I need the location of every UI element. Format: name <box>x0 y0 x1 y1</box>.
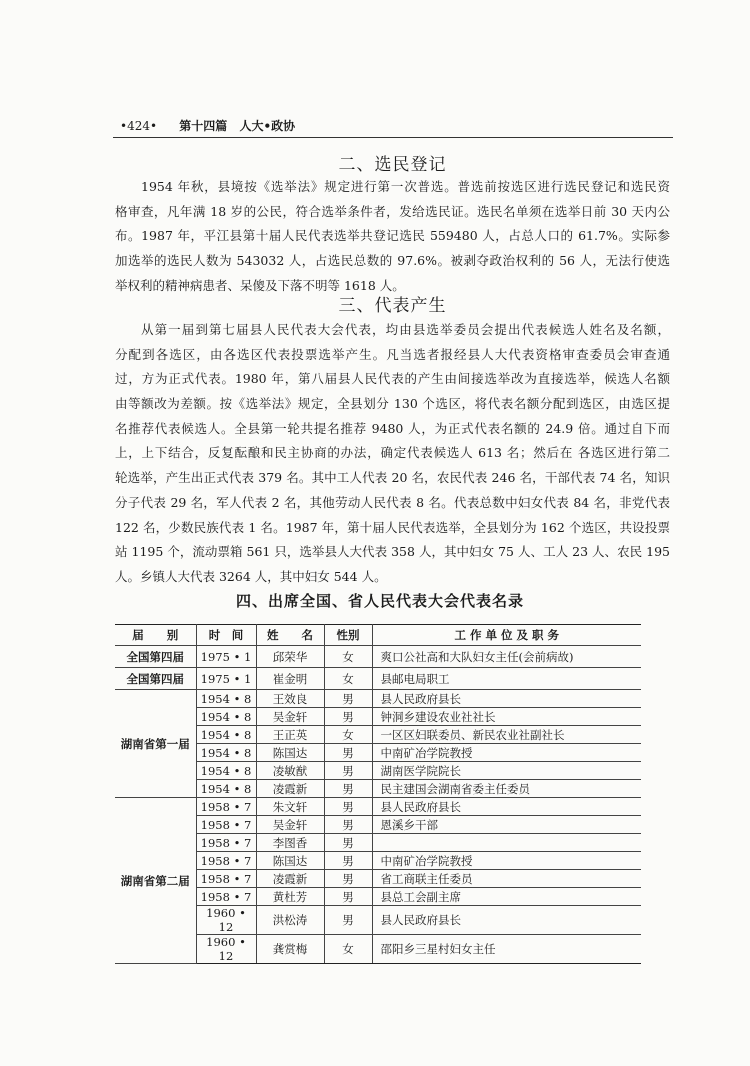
cell-position: 恩溪乡干部 <box>372 816 641 834</box>
cell-name: 王正英 <box>256 726 324 744</box>
table-row <box>115 798 641 816</box>
cell-position: 一区区妇联委员、新民农业社副社长 <box>372 726 641 744</box>
column-header-name: 姓 名 <box>256 625 324 646</box>
text-line: 分子代表 29 名，军人代表 2 名，其他劳动人民代表 8 名。代表总数中妇女代表 84 名，非党代表 <box>115 494 670 510</box>
text-line: 加选举的选民人数为 543032 人，占选民总数的 97.6%。被剥夺政治权利的 56 人，无法行使选 <box>115 253 670 269</box>
cell-name: 黄杜芳 <box>256 888 324 906</box>
part-label: 第十四篇 <box>179 119 228 133</box>
cell-gender: 男 <box>324 870 372 888</box>
cell-position: 县人民政府县长 <box>372 906 641 935</box>
text-line: 1954 年秋，县境按《选举法》规定进行第一次普选。普选前按选区进行选民登记和选民资 <box>141 179 670 194</box>
paragraph-deputy-election <box>115 318 670 590</box>
cell-position: 邵阳乡三星村妇女主任 <box>372 935 641 964</box>
text-line: 由等额改为差额。按《选举法》规定，全县划分 130 个选区，将代表名额分配到选区，由选区提 <box>115 396 670 412</box>
cell-gender: 男 <box>324 852 372 870</box>
section-title-deputy-roster: 四、出席全国、省人民代表大会代表名录 <box>235 592 524 610</box>
table-row <box>115 646 641 668</box>
text-line: 站 1195 个，流动票箱 561 只，选举县人大代表 358 人，其中妇女 75 人、工人 23 人、农民 195 <box>115 544 670 560</box>
paragraph-voter-registration <box>115 175 670 298</box>
text-line: 人。乡镇人大代表 3264 人，其中妇女 544 人。 <box>115 568 387 584</box>
cell-name: 凌霞新 <box>256 870 324 888</box>
deputy-roster-table <box>115 624 641 964</box>
cell-date: 1954 • 8 <box>196 780 256 798</box>
cell-gender: 男 <box>324 906 372 935</box>
text-line: 名推荐代表候选人。全县第一轮共提名推荐 9480 人，为正式代表名额的 24.9 倍。通过自下而 <box>115 420 670 436</box>
cell-position: 省工商联主任委员 <box>372 870 641 888</box>
cell-position: 爽口公社高和大队妇女主任(会前病故) <box>372 646 641 668</box>
cell-date: 1975 • 1 <box>196 668 256 690</box>
text-line: 分配到各选区，由各选区代表投票选举产生。凡当选者报经县人大代表资格审查委员会审查通 <box>115 346 670 362</box>
text-line: 轮选举，产生出正式代表 379 名。其中工人代表 20 名，农民代表 246 名，干部代表 74 名，知识 <box>115 470 670 486</box>
cell-position: 民主建国会湖南省委主任委员 <box>372 780 641 798</box>
cell-date: 1954 • 8 <box>196 762 256 780</box>
cell-date: 1954 • 8 <box>196 690 256 708</box>
cell-name: 陈国达 <box>256 744 324 762</box>
text-line: 上，上下结合，反复酝酿和民主协商的办法，确定代表候选人 613 名；然后在 各选区进行第二 <box>115 445 670 461</box>
cell-position: 湖南医学院院长 <box>372 762 641 780</box>
text-line: 过，方为正式代表。1980 年，第八届县人民代表的产生由间接选举改为直接选举，候选人名额 <box>115 371 670 387</box>
cell-gender: 女 <box>324 726 372 744</box>
cell-name: 王效良 <box>256 690 324 708</box>
cell-term: 湖南省第一届 <box>115 690 196 798</box>
section-title-voter-registration: 二、选民登记 <box>338 155 447 175</box>
cell-gender: 男 <box>324 834 372 852</box>
cell-date: 1958 • 7 <box>196 888 256 906</box>
cell-date: 1960 • 12 <box>196 906 256 935</box>
text-line: 格审查，凡年满 18 岁的公民，符合选举条件者，发给选民证。选民名单须在选举日前 30 天内公 <box>115 203 670 219</box>
cell-gender: 女 <box>324 668 372 690</box>
cell-name: 龚赏梅 <box>256 935 324 964</box>
cell-name: 吴金轩 <box>256 816 324 834</box>
cell-gender: 男 <box>324 744 372 762</box>
cell-position: 中南矿冶学院教授 <box>372 744 641 762</box>
text-line: 从第一届到第七届县人民代表大会代表，均由县选举委员会提出代表候选人姓名及名额， <box>141 322 670 337</box>
cell-name: 李图香 <box>256 834 324 852</box>
section-label: 人大•政协 <box>239 119 296 133</box>
cell-term: 全国第四届 <box>115 668 196 690</box>
header-rule <box>113 137 673 138</box>
cell-date: 1958 • 7 <box>196 834 256 852</box>
cell-name: 凌霞新 <box>256 780 324 798</box>
cell-name: 朱文轩 <box>256 798 324 816</box>
cell-position <box>372 834 641 852</box>
table-row <box>115 690 641 708</box>
cell-date: 1954 • 8 <box>196 726 256 744</box>
cell-position: 县总工会副主席 <box>372 888 641 906</box>
section-title-deputy-election: 三、代表产生 <box>338 296 447 316</box>
cell-name: 吴金轩 <box>256 708 324 726</box>
table-header-row <box>115 625 641 646</box>
column-header-date: 时 间 <box>196 625 256 646</box>
column-header-position: 工 作 单 位 及 职 务 <box>372 625 641 646</box>
cell-gender: 男 <box>324 780 372 798</box>
text-line: 122 名，少数民族代表 1 名。1987 年，第十届人民代表选举，全县划分为 162 个选区，共设投票 <box>115 519 670 535</box>
table-row <box>115 668 641 690</box>
cell-date: 1960 • 12 <box>196 935 256 964</box>
text-line: 布。1987 年，平江县第十届人民代表选举共登记选民 559480 人，占总人口的 61.7%。实际参 <box>115 228 670 244</box>
cell-term: 湖南省第二届 <box>115 798 196 964</box>
cell-position: 县人民政府县长 <box>372 690 641 708</box>
cell-position: 中南矿冶学院教授 <box>372 852 641 870</box>
cell-date: 1954 • 8 <box>196 708 256 726</box>
cell-date: 1958 • 7 <box>196 816 256 834</box>
cell-date: 1954 • 8 <box>196 744 256 762</box>
running-header <box>120 117 295 134</box>
cell-name: 崔金明 <box>256 668 324 690</box>
cell-name: 陈国达 <box>256 852 324 870</box>
cell-position: 钟洞乡建设农业社社长 <box>372 708 641 726</box>
cell-gender: 男 <box>324 798 372 816</box>
cell-date: 1958 • 7 <box>196 798 256 816</box>
cell-gender: 男 <box>324 762 372 780</box>
cell-date: 1975 • 1 <box>196 646 256 668</box>
cell-gender: 女 <box>324 646 372 668</box>
cell-name: 凌敏猷 <box>256 762 324 780</box>
cell-gender: 男 <box>324 888 372 906</box>
cell-gender: 男 <box>324 690 372 708</box>
cell-gender: 男 <box>324 708 372 726</box>
cell-date: 1958 • 7 <box>196 852 256 870</box>
cell-date: 1958 • 7 <box>196 870 256 888</box>
cell-gender: 女 <box>324 935 372 964</box>
cell-position: 县人民政府县长 <box>372 798 641 816</box>
cell-name: 邱荣华 <box>256 646 324 668</box>
page-number: •424• <box>120 119 158 133</box>
column-header-term: 届 别 <box>115 625 196 646</box>
column-header-gender: 性别 <box>324 625 372 646</box>
cell-gender: 男 <box>324 816 372 834</box>
cell-name: 洪松涛 <box>256 906 324 935</box>
cell-position: 县邮电局职工 <box>372 668 641 690</box>
text-line: 举权利的精神病患者、呆傻及下落不明等 1618 人。 <box>115 277 405 293</box>
cell-term: 全国第四届 <box>115 646 196 668</box>
